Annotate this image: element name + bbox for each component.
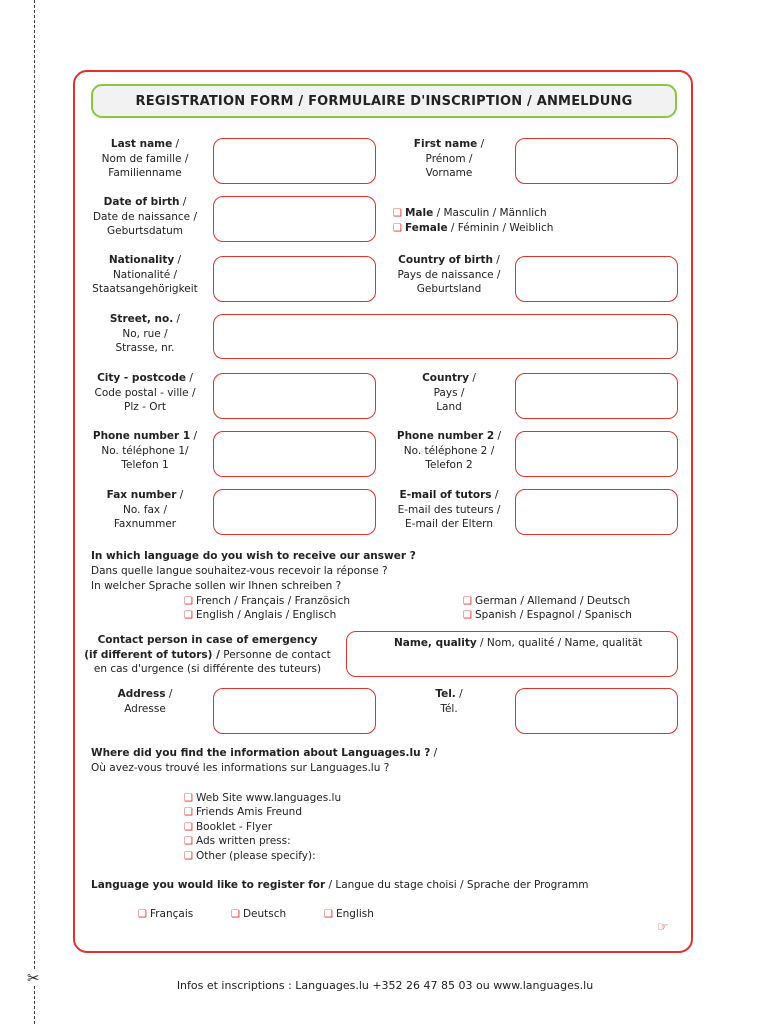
label-first-name: First name / Prénom / Vorname (413, 138, 485, 179)
checkbox-icon: ❑ (393, 208, 402, 219)
city-field[interactable] (213, 373, 376, 419)
checkbox-icon: ❑ (184, 836, 193, 847)
label-fax: Fax number / No. fax / Faxnummer (106, 489, 184, 530)
checkbox-icon: ❑ (324, 909, 333, 920)
option-spanish[interactable]: ❑ Spanish / Espagnol / Spanisch (463, 609, 632, 621)
label-emergency-contact: Contact person in case of emergency (if different of tutors) / Personne de contact en cas d'urgence (si différente des tuteurs) (84, 634, 331, 675)
program-option-english[interactable]: ❑ English (324, 908, 374, 920)
option-french[interactable]: ❑ French / Français / Französich (184, 595, 351, 607)
street-field[interactable] (213, 314, 678, 359)
answer-language-question-fr: Dans quelle langue souhaitez-vous recevoir la réponse ? (91, 565, 388, 577)
first-name-field[interactable] (515, 138, 678, 184)
label-dob: Date of birth / Date de naissance / Geburtsdatum (92, 196, 198, 237)
source-option-friends[interactable]: ❑ Friends Amis Freund (184, 806, 302, 818)
source-question: Where did you find the information about Languages.lu ? / (91, 747, 438, 759)
checkbox-female[interactable]: ❑ Female / Féminin / Weiblich (393, 222, 554, 234)
checkbox-icon: ❑ (184, 822, 193, 833)
phone1-field[interactable] (213, 431, 376, 477)
label-name-quality: Name, quality / Nom, qualité / Name, qualität (394, 637, 643, 649)
source-option-other[interactable]: ❑ Other (please specify): (184, 850, 316, 862)
cut-line (34, 0, 35, 1024)
label-nationality: Nationality / Nationalité / Staatsangehörigkeit (92, 254, 198, 295)
checkbox-male[interactable]: ❑ Male / Masculin / Männlich (393, 207, 547, 219)
checkbox-icon: ❑ (138, 909, 147, 920)
checkbox-icon: ❑ (184, 610, 193, 621)
label-tel: Tel. / Tél. (435, 688, 463, 715)
checkbox-icon: ❑ (184, 851, 193, 862)
label-country: Country / Pays / Land (422, 372, 476, 413)
program-option-deutsch[interactable]: ❑ Deutsch (231, 908, 287, 920)
source-option-website[interactable]: ❑ Web Site www.languages.lu (184, 792, 342, 804)
label-phone1: Phone number 1 / No. téléphone 1/ Telefon 1 (92, 430, 198, 471)
label-city: City - postcode / Code postal - ville / Plz - Ort (94, 372, 196, 413)
fax-field[interactable] (213, 489, 376, 535)
label-street: Street, no. / No, rue / Strasse, nr. (109, 313, 181, 354)
pointing-hand-icon: ☞ (657, 920, 669, 935)
program-label: Language you would like to register for / Langue du stage choisi / Sprache der Programm (91, 879, 589, 891)
email-field[interactable] (515, 489, 678, 535)
source-option-ads[interactable]: ❑ Ads written press: (184, 835, 291, 847)
checkbox-icon: ❑ (231, 909, 240, 920)
scissors-icon: ✂ (27, 969, 40, 987)
checkbox-icon: ❑ (393, 223, 402, 234)
checkbox-icon: ❑ (463, 610, 472, 621)
tel-field[interactable] (515, 688, 678, 734)
answer-language-question: In which language do you wish to receive our answer ? (91, 550, 416, 562)
label-phone2: Phone number 2 / No. téléphone 2 / Telefon 2 (396, 430, 502, 471)
source-question-fr: Où avez-vous trouvé les informations sur Languages.lu ? (91, 762, 390, 774)
option-english[interactable]: ❑ English / Anglais / Englisch (184, 609, 337, 621)
checkbox-icon: ❑ (184, 807, 193, 818)
country-birth-field[interactable] (515, 256, 678, 302)
last-name-field[interactable] (213, 138, 376, 184)
address-field[interactable] (213, 688, 376, 734)
footer-info: Infos et inscriptions : Languages.lu +352 26 47 85 03 ou www.languages.lu (176, 979, 594, 992)
checkbox-icon: ❑ (184, 793, 193, 804)
label-address: Address / Adresse (117, 688, 173, 715)
dob-field[interactable] (213, 196, 376, 242)
checkbox-icon: ❑ (184, 596, 193, 607)
source-option-booklet[interactable]: ❑ Booklet - Flyer (184, 821, 273, 833)
option-german[interactable]: ❑ German / Allemand / Deutsch (463, 595, 631, 607)
label-last-name: Last name / Nom de famille / Familienname (101, 138, 189, 179)
program-option-francais[interactable]: ❑ Français (138, 908, 194, 920)
nationality-field[interactable] (213, 256, 376, 302)
form-title: REGISTRATION FORM / FORMULAIRE D'INSCRIPTION / ANMELDUNG (91, 84, 677, 118)
country-field[interactable] (515, 373, 678, 419)
phone2-field[interactable] (515, 431, 678, 477)
checkbox-icon: ❑ (463, 596, 472, 607)
label-email: E-mail of tutors / E-mail des tuteurs / E-mail der Eltern (397, 489, 501, 530)
answer-language-question-de: In welcher Sprache sollen wir Ihnen schreiben ? (91, 580, 342, 592)
label-country-birth: Country of birth / Pays de naissance / Geburtsland (397, 254, 501, 295)
